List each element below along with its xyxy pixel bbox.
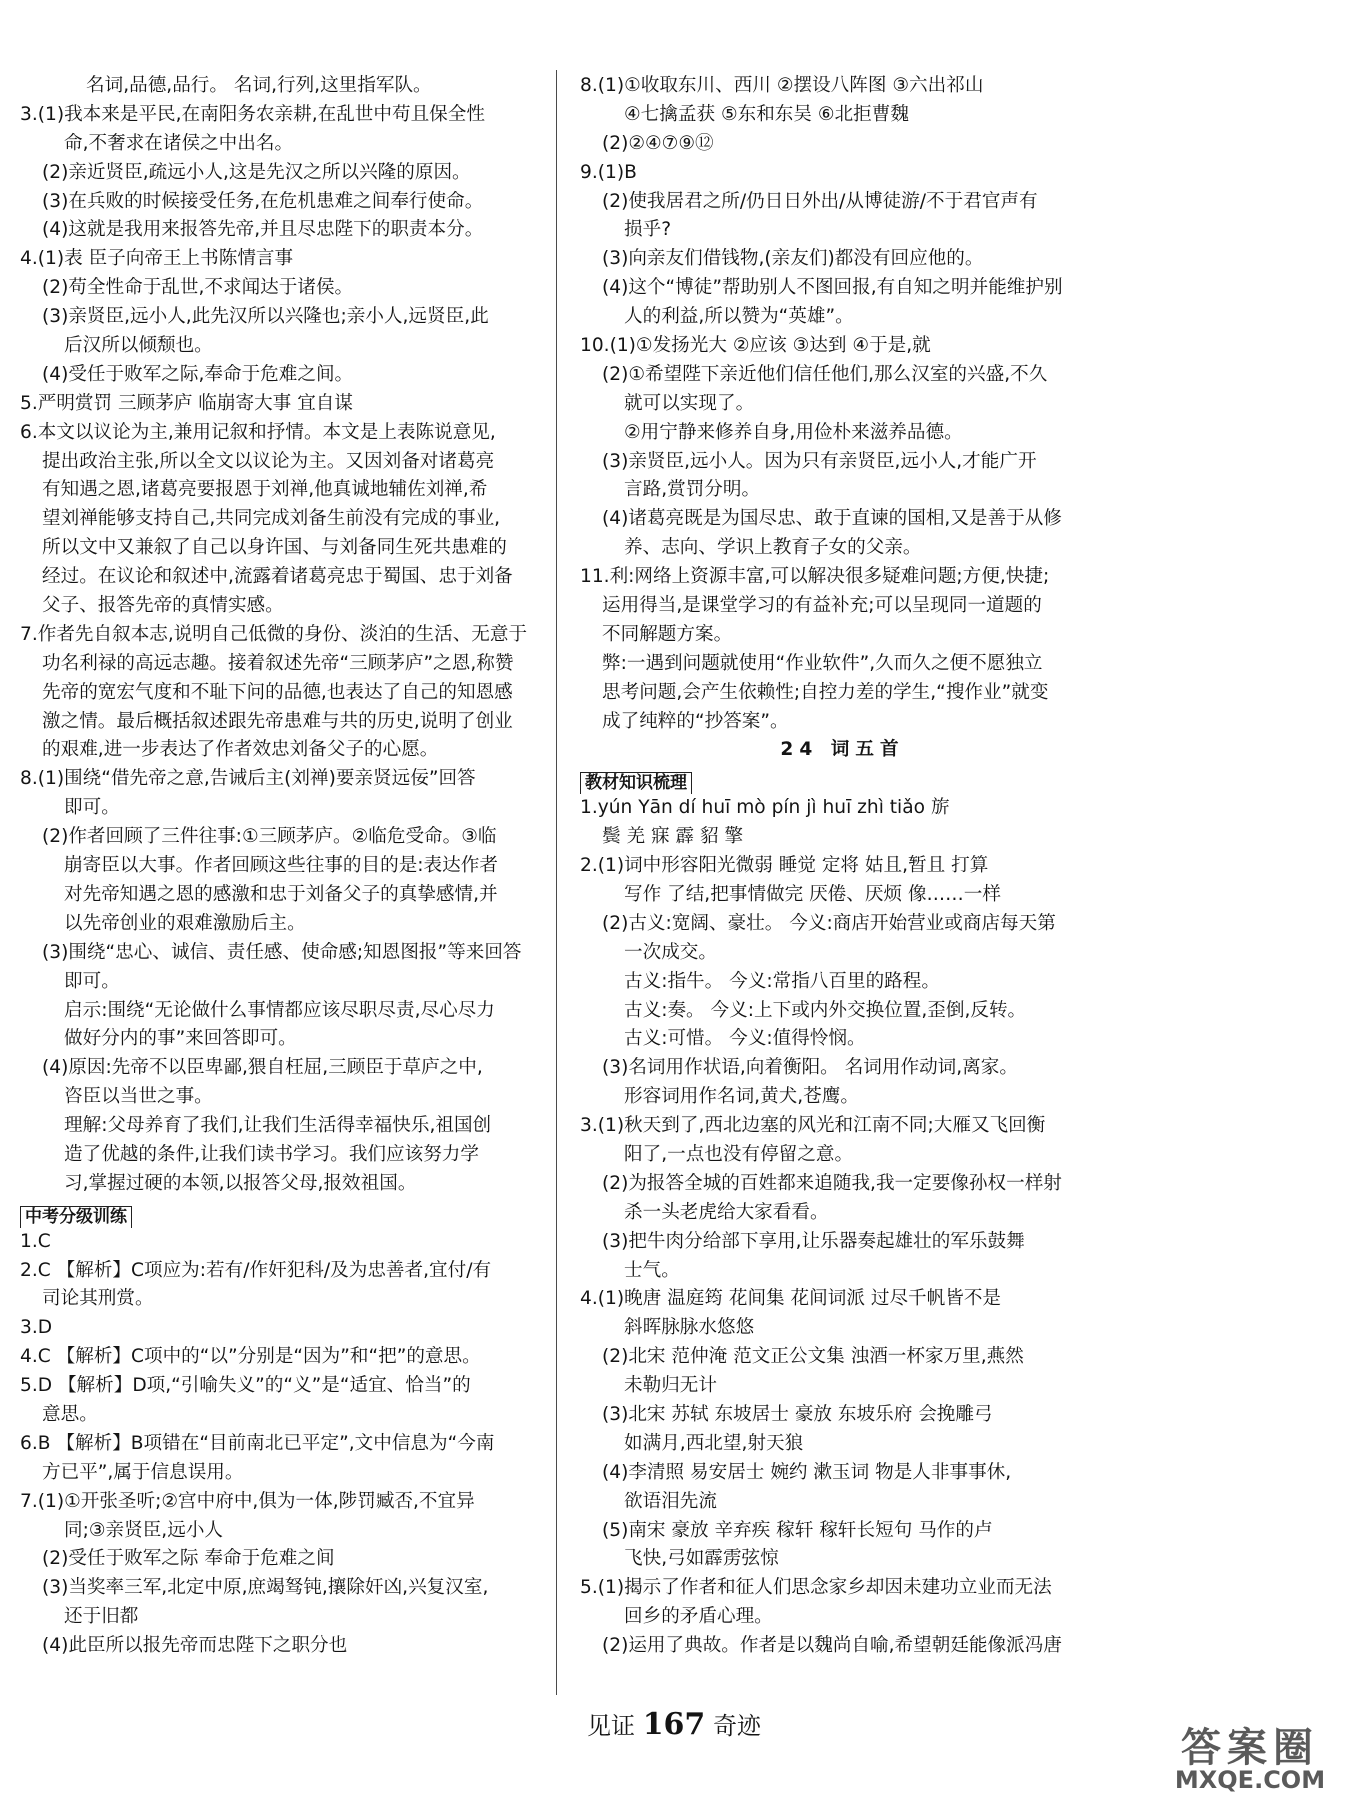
watermark-url: MXQE.COM — [1174, 1766, 1326, 1794]
answer-line: (3)北宋 苏轼 东坡居士 豪放 东坡乐府 会挽雕弓 — [602, 1403, 993, 1425]
answer-line: ④七擒孟获 ⑤东和东吴 ⑥北拒曹魏 — [624, 103, 909, 125]
answer-line: 5.(1)揭示了作者和征人们思念家乡却因未建功立业而无法 — [580, 1577, 1052, 1599]
answer-line: 3.(1)秋天到了,西北边塞的风光和江南不同;大雁又飞回衡 — [580, 1115, 1046, 1137]
answer-line: 阳了,一点也没有停留之意。 — [624, 1143, 854, 1165]
answer-line: (5)南宋 豪放 辛弃疾 稼轩 稼轩长短句 马作的卢 — [602, 1519, 993, 1541]
answer-line: 7.作者先自叙本志,说明自己低微的身份、淡泊的生活、无意于 — [20, 623, 528, 645]
answer-line: 后汉所以倾颓也。 — [64, 335, 213, 357]
answer-line: (2)受任于败军之际 奉命于危难之间 — [42, 1548, 335, 1570]
answer-line: 就可以实现了。 — [624, 392, 755, 414]
answer-line: 9.(1)B — [580, 161, 637, 183]
answer-line: 1.yún Yān dí huī mò pín jì huī zhì tiǎo 旂 — [580, 797, 950, 819]
answer-line: (2)②④⑦⑨⑫ — [602, 132, 714, 154]
answer-line: 同;③亲贤臣,远小人 — [64, 1519, 224, 1541]
answer-line: 命,不奢求在诸侯之中出名。 — [64, 132, 294, 154]
section-label-text: 教材知识梳理 — [580, 772, 692, 794]
answer-line: 3.D — [20, 1317, 53, 1339]
watermark-text: 答案圈 — [1181, 1725, 1319, 1771]
answer-line: (4)这个“博徒”帮助别人不图回报,有自知之明并能维护别 — [602, 277, 1063, 299]
answer-line: ②用宁静来修养自身,用俭朴来滋养品德。 — [624, 421, 963, 443]
answer-line: 5.严明赏罚 三顾茅庐 临崩寄大事 宜自谋 — [20, 392, 353, 414]
answer-line: 4.(1)表 臣子向帝王上书陈情言事 — [20, 248, 294, 270]
answer-line: 未勒归无计 — [624, 1375, 717, 1397]
footer-left-text: 见证 — [587, 1712, 636, 1740]
answer-line: 望刘禅能够支持自己,共同完成刘备生前没有完成的事业, — [42, 508, 501, 530]
answer-line: (3)向亲友们借钱物,(亲友们)都没有回应他的。 — [602, 248, 984, 270]
answer-line: (4)这就是我用来报答先帝,并且尽忠陛下的职责本分。 — [42, 219, 484, 241]
answer-line: 士气。 — [624, 1259, 680, 1281]
answer-line: 经过。在议论和叙述中,流露着诸葛亮忠于蜀国、忠于刘备 — [42, 566, 513, 588]
answer-line: 1.C — [20, 1230, 51, 1252]
footer-right-text: 奇迹 — [712, 1712, 761, 1740]
answer-line: 启示:围绕“无论做什么事情都应该尽职尽责,尽心尽力 — [64, 999, 495, 1021]
answer-line: 所以文中又兼叙了自己以身许国、与刘备同生死共患难的 — [42, 537, 507, 559]
answer-line: 损乎? — [624, 219, 672, 241]
answer-line: 功名利禄的高远志趣。接着叙述先帝“三顾茅庐”之恩,称赞 — [42, 652, 514, 674]
answer-line: (4)诸葛亮既是为国尽忠、敢于直谏的国相,又是善于从修 — [602, 508, 1062, 530]
answer-line: 思考问题,会产生依赖性;自控力差的学生,“搜作业”就变 — [602, 681, 1049, 703]
answer-line: (3)把牛肉分给部下享用,让乐器奏起雄壮的军乐鼓舞 — [602, 1230, 1025, 1252]
answer-line: 即可。 — [64, 970, 120, 992]
answer-line: 意思。 — [42, 1403, 98, 1425]
answer-line: 弊:一遇到问题就使用“作业软件”,久而久之便不愿独立 — [602, 652, 1043, 674]
answer-line: 古义:奏。 今义:上下或内外交换位置,歪倒,反转。 — [624, 999, 1027, 1021]
answer-line: (3)围绕“忠心、诚信、责任感、使命感;知恩图报”等来回答 — [42, 941, 522, 963]
answer-line: 提出政治主张,所以全文以议论为主。又因刘备对诸葛亮 — [42, 450, 495, 472]
answer-line: (4)此臣所以报先帝而忠陛下之职分也 — [42, 1635, 348, 1657]
answer-line: (3)名词用作状语,向着衡阳。 名词用作动词,离家。 — [602, 1057, 1018, 1079]
answer-line: 的艰难,进一步表达了作者效忠刘备父子的心愿。 — [42, 739, 439, 761]
right-column — [580, 72, 1105, 1661]
answer-line: (2)北宋 范仲淹 范文正公文集 浊酒一杯家万里,燕然 — [602, 1346, 1024, 1368]
answer-line: (2)①希望陛下亲近他们信任他们,那么汉室的兴盛,不久 — [602, 363, 1048, 385]
answer-line: 古义:指牛。 今义:常指八百里的路程。 — [624, 970, 940, 992]
answer-line: 有知遇之恩,诸葛亮要报恩于刘禅,他真诚地辅佐刘禅,希 — [42, 479, 488, 501]
answer-line: 崩寄臣以大事。作者回顾这些往事的目的是:表达作者 — [64, 855, 498, 877]
answer-line: 以先帝创业的艰难激励后主。 — [64, 912, 306, 934]
column-divider — [556, 70, 557, 1695]
answer-line: (2)为报答全城的百姓都来追随我,我一定要像孙权一样射 — [602, 1172, 1062, 1194]
answer-line: 还于旧都 — [64, 1606, 139, 1628]
answer-line: 欲语泪先流 — [624, 1490, 717, 1512]
answer-line: 写作 了结,把事情做完 厌倦、厌烦 像……一样 — [624, 883, 1001, 905]
section-title: 24 词五首 — [780, 739, 905, 761]
answer-line: (3)亲贤臣,远小人。因为只有亲贤臣,远小人,才能广开 — [602, 450, 1037, 472]
answer-line: 习,掌握过硬的本领,以报答父母,报效祖国。 — [64, 1172, 417, 1194]
answer-line: (2)使我居君之所/仍日日外出/从博徒游/不于君官声有 — [602, 190, 1038, 212]
answer-line: (4)李清照 易安居士 婉约 漱玉词 物是人非事事休, — [602, 1461, 1012, 1483]
answer-line: 飞快,弓如霹雳弦惊 — [624, 1548, 779, 1570]
answer-line: 回乡的矛盾心理。 — [624, 1606, 773, 1628]
watermark-logo — [1160, 1716, 1340, 1796]
answer-line: 成了纯粹的“抄答案”。 — [602, 710, 789, 732]
answer-line: 方已平”,属于信息误用。 — [42, 1461, 244, 1483]
answer-line: 斜晖脉脉水悠悠 — [624, 1317, 755, 1339]
section-label — [20, 1199, 545, 1228]
answer-line: 6.本文以议论为主,兼用记叙和抒情。本文是上表陈说意见, — [20, 421, 496, 443]
answer-line: 激之情。最后概括叙述跟先帝患难与共的历史,说明了创业 — [42, 710, 513, 732]
answer-line: 养、志向、学识上教育子女的父亲。 — [624, 537, 922, 559]
answer-line: 6.B 【解析】B项错在“目前南北已平定”,文中信息为“今南 — [20, 1432, 495, 1454]
answer-line: (2)苟全性命于乱世,不求闻达于诸侯。 — [42, 277, 354, 299]
answer-line: 11.利:网络上资源丰富,可以解决很多疑难问题;方便,快捷; — [580, 566, 1050, 588]
answer-line: 人的利益,所以赞为“英雄”。 — [624, 306, 854, 328]
answer-line: 2.(1)词中形容阳光微弱 睡觉 定将 姑且,暂且 打算 — [580, 855, 989, 877]
answer-line: 理解:父母养育了我们,让我们生活得幸福快乐,祖国创 — [64, 1115, 492, 1137]
answer-line: (3)当奖率三军,北定中原,庶竭驽钝,攘除奸凶,兴复汉室, — [42, 1577, 489, 1599]
answer-line: 4.C 【解析】C项中的“以”分别是“因为”和“把”的意思。 — [20, 1346, 481, 1368]
answer-line: (4)受任于败军之际,奉命于危难之间。 — [42, 363, 354, 385]
answer-line: (2)亲近贤臣,疏远小人,这是先汉之所以兴隆的原因。 — [42, 161, 471, 183]
answer-line: 杀一头老虎给大家看看。 — [624, 1201, 829, 1223]
answer-line: 如满月,西北望,射天狼 — [624, 1432, 804, 1454]
answer-line: 7.(1)①开张圣听;②宫中府中,俱为一体,陟罚臧否,不宜异 — [20, 1490, 475, 1512]
answer-line: 名词,品德,品行。 名词,行列,这里指军队。 — [86, 75, 432, 96]
answer-line: 8.(1)①收取东川、西川 ②摆设八阵图 ③六出祁山 — [580, 75, 984, 96]
answer-line: 先帝的宽宏气度和不耻下问的品德,也表达了自己的知恩感 — [42, 681, 513, 703]
answer-line: 古义:可惜。 今义:值得怜悯。 — [624, 1028, 866, 1050]
section-label — [580, 765, 1105, 794]
answer-line: (3)亲贤臣,远小人,此先汉所以兴隆也;亲小人,远贤臣,此 — [42, 306, 489, 328]
answer-line: 5.D 【解析】D项,“引喻失义”的“义”是“适宜、恰当”的 — [20, 1375, 471, 1397]
answer-line: 一次成交。 — [624, 941, 717, 963]
answer-line: 运用得当,是课堂学习的有益补充;可以呈现同一道题的 — [602, 595, 1042, 617]
answer-line: 不同解题方案。 — [602, 623, 733, 645]
answer-line: 4.(1)晚唐 温庭筠 花间集 花间词派 过尽千帆皆不是 — [580, 1288, 1002, 1310]
page-number: 167 — [642, 1707, 706, 1742]
answer-line: (2)作者回顾了三件往事:①三顾茅庐。②临危受命。③临 — [42, 826, 497, 848]
answer-line: 司论其刑赏。 — [42, 1288, 154, 1310]
answer-line: (2)古义:宽阔、豪壮。 今义:商店开始营业或商店每天第 — [602, 912, 1056, 934]
answer-line: (2)运用了典故。作者是以魏尚自喻,希望朝廷能像派冯唐 — [602, 1635, 1062, 1657]
answer-line: 言路,赏罚分明。 — [624, 479, 761, 501]
answer-line: 3.(1)我本来是平民,在南阳务农亲耕,在乱世中苟且保全性 — [20, 103, 485, 125]
page-footer — [0, 1706, 1348, 1742]
answer-line: 对先帝知遇之恩的感激和忠于刘备父子的真挚感情,并 — [64, 883, 498, 905]
answer-line: 即可。 — [64, 797, 120, 819]
answer-line: 做好分内的事”来回答即可。 — [64, 1028, 297, 1050]
left-column — [20, 72, 545, 1661]
section-label-text: 中考分级训练 — [20, 1206, 132, 1228]
answer-line: (3)在兵败的时候接受任务,在危机患难之间奉行使命。 — [42, 190, 484, 212]
answer-line: (4)原因:先帝不以臣卑鄙,猥自枉屈,三顾臣于草庐之中, — [42, 1057, 483, 1079]
answer-line: 8.(1)围绕“借先帝之意,告诫后主(刘禅)要亲贤远佞”回答 — [20, 768, 476, 790]
answer-line: 10.(1)①发扬光大 ②应该 ③达到 ④于是,就 — [580, 335, 931, 357]
answer-line: 形容词用作名词,黄犬,苍鹰。 — [624, 1086, 859, 1108]
answer-line: 造了优越的条件,让我们读书学习。我们应该努力学 — [64, 1143, 479, 1165]
answer-line: 父子、报答先帝的真情实感。 — [42, 595, 284, 617]
answer-line: 鬓 羌 寐 霹 貂 擎 — [602, 826, 744, 848]
answer-line: 咨臣以当世之事。 — [64, 1086, 213, 1108]
answer-line: 2.C 【解析】C项应为:若有/作奸犯科/及为忠善者,宜付/有 — [20, 1259, 492, 1281]
